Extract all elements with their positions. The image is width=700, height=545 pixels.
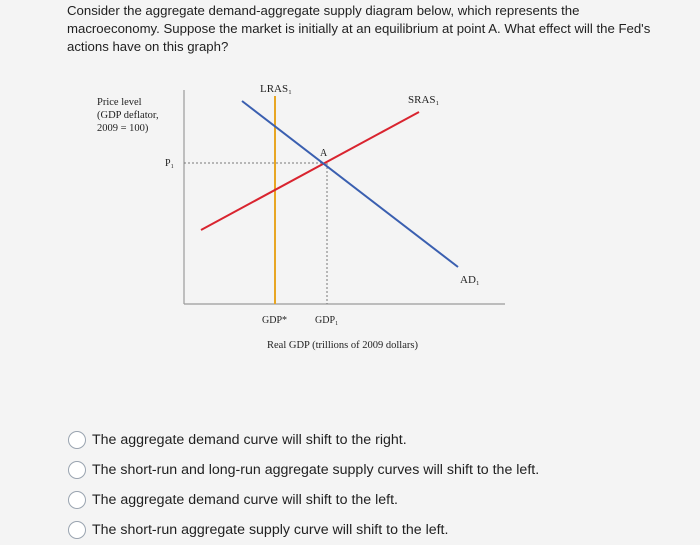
answer-option-label: The aggregate demand curve will shift to the right. [92,432,407,448]
y-axis-label-line-2: (GDP deflator, [97,110,159,121]
radio-button-icon[interactable] [68,461,86,479]
price-tick-label: P₁ [165,158,175,169]
question-text: Consider the aggregate demand-aggregate supply diagram below, which represents the macroeconomy. Suppose the market is initially at an equilibrium at point A. What effect will the Fed's actions have on this graph? [67,3,651,54]
gdp-star-tick-label: GDP* [262,315,288,326]
answer-option-label: The short-run aggregate supply curve will shift to the left. [92,522,449,538]
y-axis-label-line-3: 2009 = 100) [97,123,149,134]
answer-options [68,425,539,545]
answer-option-3[interactable] [68,485,539,515]
answer-option-label: The aggregate demand curve will shift to the left. [92,492,398,508]
radio-button-icon[interactable] [68,521,86,539]
lras-label: LRAS₁ [260,83,292,95]
radio-button-icon[interactable] [68,431,86,449]
gdp1-tick-label: GDP₁ [315,315,339,326]
answer-option-2[interactable] [68,455,539,485]
answer-option-1[interactable] [68,425,539,455]
equilibrium-point-label: A [320,148,328,159]
x-axis-label: Real GDP (trillions of 2009 dollars) [267,340,418,351]
y-axis-label-line-1: Price level [97,97,142,108]
sras-label: SRAS₁ [408,94,440,106]
answer-option-label: The short-run and long-run aggregate supply curves will shift to the left. [92,462,540,478]
ad-label: AD₁ [460,274,480,286]
answer-option-4[interactable] [68,515,539,545]
radio-button-icon[interactable] [68,491,86,509]
